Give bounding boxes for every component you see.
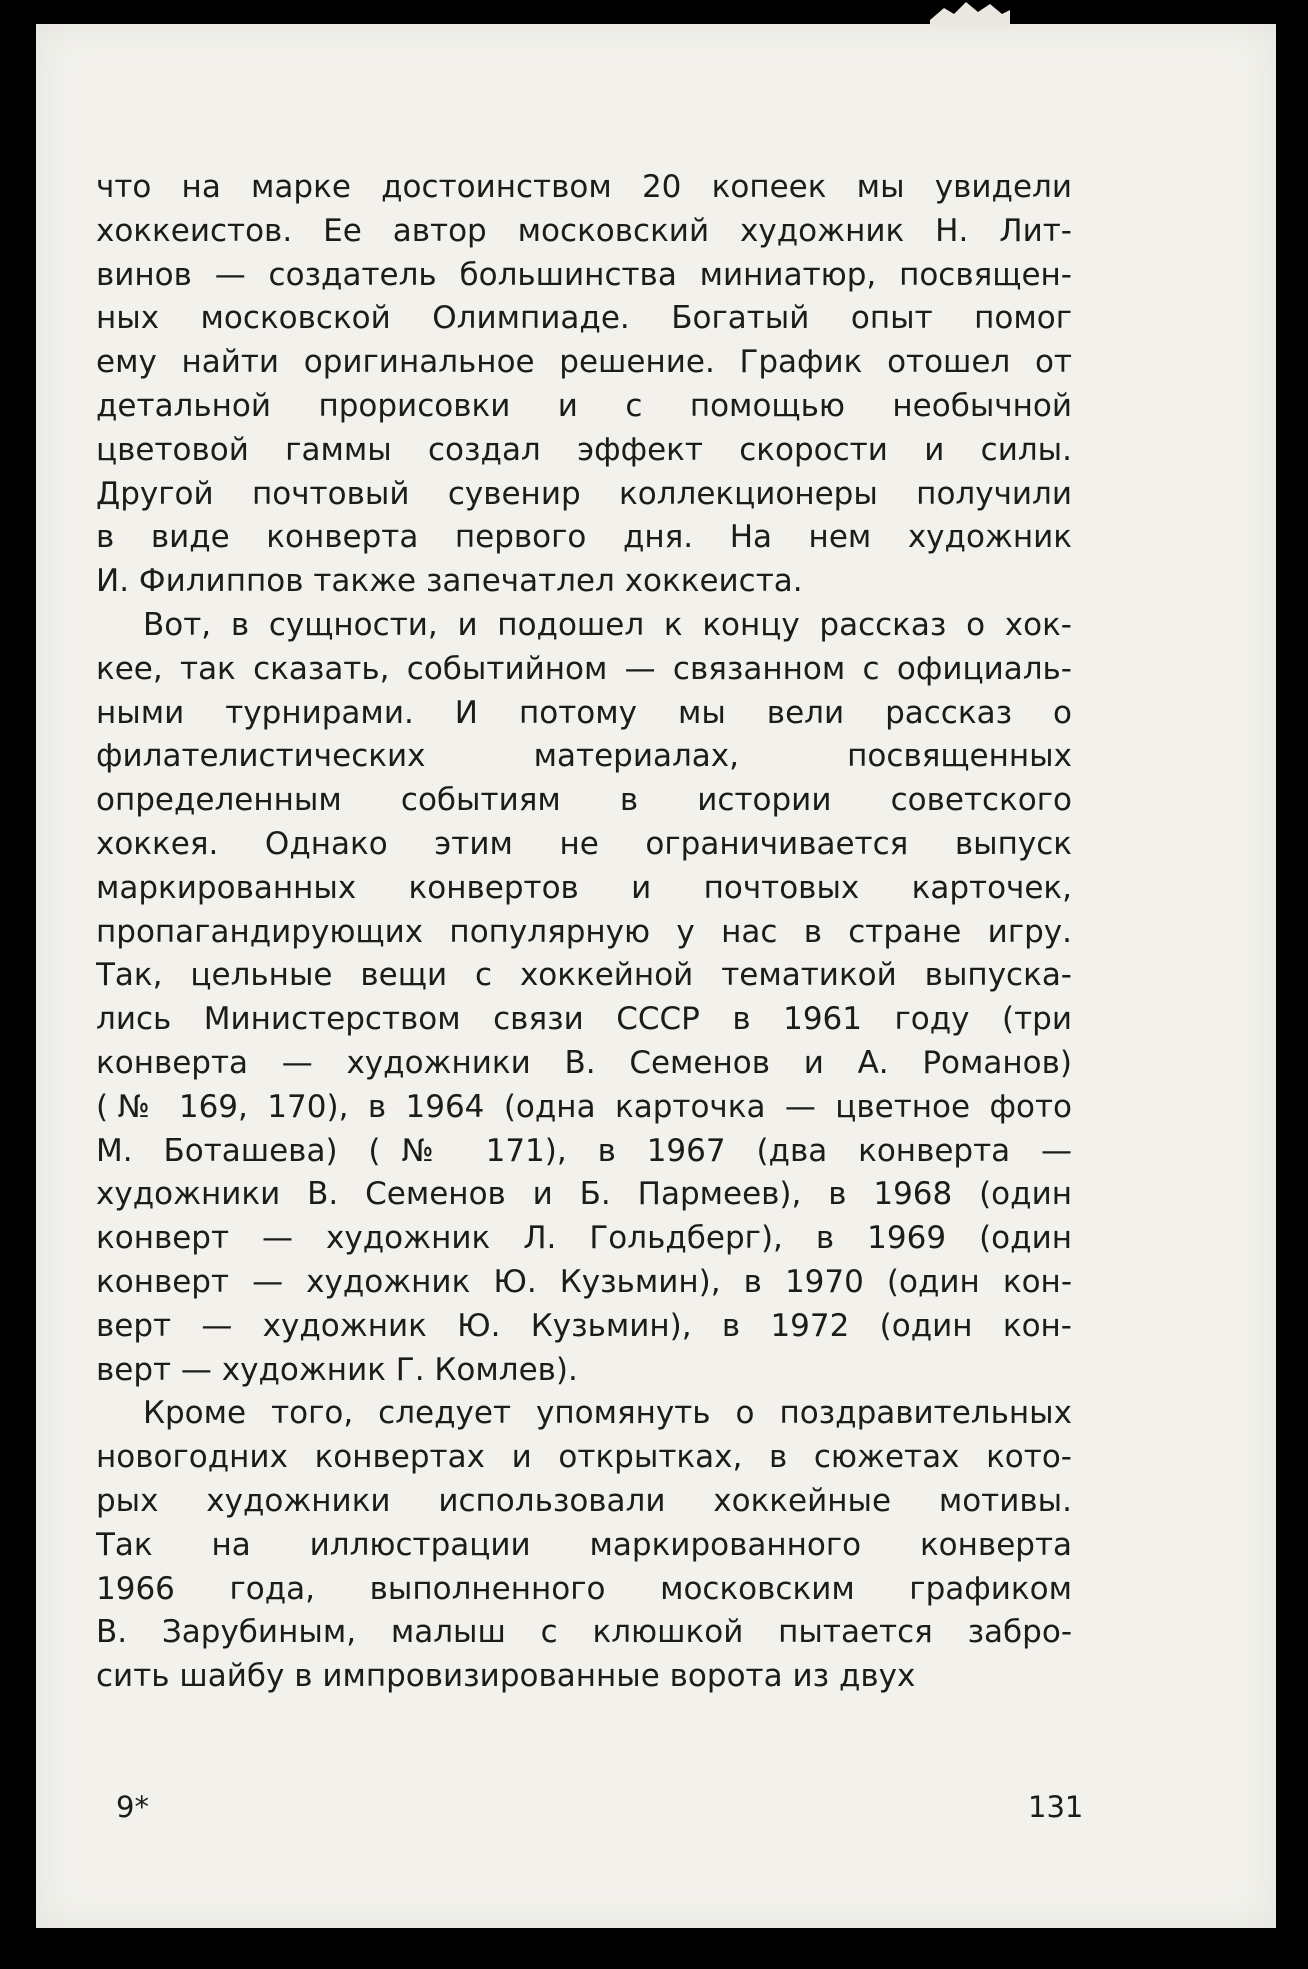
text-line: цветовой гаммы создал эффект скорости и силы.	[96, 431, 1072, 468]
text-line: Вот, в сущности, и подошел к концу рассказ о хок-	[143, 606, 1072, 643]
text-line: что на марке достоинством 20 копеек мы увидели	[96, 169, 1072, 205]
text-line: филателистических материалах, посвященных	[96, 738, 1072, 775]
paragraph	[96, 1392, 1072, 1699]
text-line: Так на иллюстрации маркированного конверта	[96, 1526, 1072, 1563]
text-line: (№ 169, 170), в 1964 (одна карточка — цветное фото	[96, 1088, 1072, 1125]
torn-paper-fragment	[930, 0, 1010, 26]
text-line: сить шайбу в импровизированные ворота из двух	[96, 1658, 916, 1695]
text-line: ему найти оригинальное решение. График отошел от	[96, 344, 1072, 381]
text-line: художники В. Семенов и Б. Пармеев), в 1968 (один	[96, 1176, 1072, 1213]
text-line: Другой почтовый сувенир коллекционеры получили	[96, 475, 1072, 512]
text-line: хоккея. Однако этим не ограничивается выпуск	[96, 825, 1072, 862]
text-line: конверт — художник Ю. Кузьмин), в 1970 (один кон-	[96, 1263, 1072, 1300]
text-line: винов — создатель большинства миниатюр, посвящен-	[96, 256, 1072, 293]
text-line: кее, так сказать, событийном — связанном с официаль-	[96, 650, 1072, 687]
text-line: пропагандирующих популярную у нас в стране игру.	[96, 913, 1072, 950]
text-line: новогодних конвертах и открытках, в сюжетах кото-	[96, 1439, 1072, 1476]
text-line: конверта — художники В. Семенов и А. Романов)	[96, 1044, 1072, 1081]
paragraph	[96, 604, 1072, 1392]
signature-mark: 9*	[116, 1790, 149, 1824]
body-text	[96, 166, 1072, 1699]
text-line: маркированных конвертов и почтовых карточек,	[96, 869, 1072, 906]
text-line: конверт — художник Л. Гольдберг), в 1969 (один	[96, 1220, 1072, 1257]
text-line: лись Министерством связи СССР в 1961 году (три	[96, 1001, 1072, 1038]
text-line: В. Зарубиным, малыш с клюшкой пытается забро-	[96, 1614, 1072, 1651]
text-line: Так, цельные вещи с хоккейной тематикой выпуска-	[96, 957, 1072, 994]
text-line: детальной прорисовки и с помощью необычной	[96, 387, 1072, 424]
text-line: хоккеистов. Ее автор московский художник Н. Лит-	[96, 212, 1072, 249]
text-line: в виде конверта первого дня. На нем художник	[96, 519, 1072, 556]
text-line: М. Боташева) (№ 171), в 1967 (два конверта —	[96, 1132, 1072, 1169]
text-line: И. Филиппов также запечатлел хоккеиста.	[96, 563, 803, 600]
text-line: ными турнирами. И потому мы вели рассказ о	[96, 694, 1072, 731]
text-line: рых художники использовали хоккейные мотивы.	[96, 1482, 1072, 1519]
text-line: верт — художник Ю. Кузьмин), в 1972 (один кон-	[96, 1307, 1072, 1344]
text-line: верт — художник Г. Комлев).	[96, 1351, 578, 1388]
paragraph	[96, 166, 1072, 604]
text-line: определенным событиям в истории советского	[96, 782, 1072, 819]
page-number: 131	[1028, 1790, 1084, 1824]
text-line: ных московской Олимпиаде. Богатый опыт помог	[96, 300, 1072, 337]
text-line: Кроме того, следует упомянуть о поздравительных	[143, 1395, 1072, 1432]
text-line: 1966 года, выполненного московским графиком	[96, 1570, 1072, 1607]
